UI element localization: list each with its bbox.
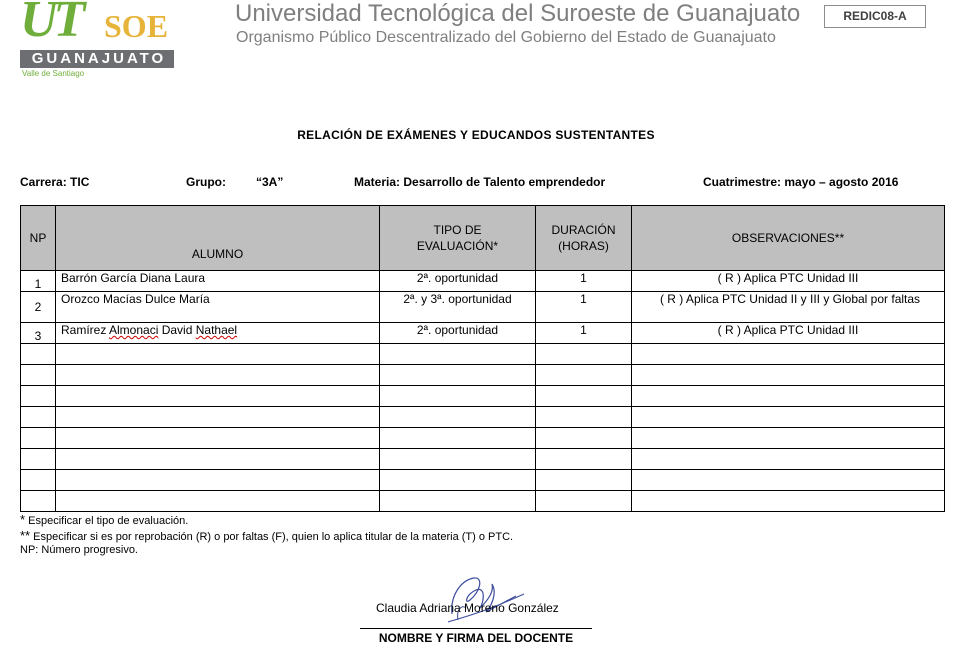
document-title: RELACIÓN DE EXÁMENES Y EDUCANDOS SUSTENTANTES [297, 128, 655, 142]
empty-row [21, 428, 945, 449]
row-student [56, 323, 380, 344]
logo-ut-text: UT [20, 0, 82, 48]
empty-row [21, 449, 945, 470]
logo-state-text: GUANAJUATO [31, 50, 167, 67]
footnote-observations [20, 528, 513, 543]
row-np: 2 [21, 292, 56, 323]
row-student: Orozco Macías Dulce María [56, 292, 380, 323]
term-field: Cuatrimestre: mayo – agosto 2016 [703, 175, 899, 189]
header-type-line2: EVALUACIÓN* [416, 239, 499, 253]
header-np: NP [21, 206, 56, 271]
footnote-mark: ** [20, 528, 31, 543]
footnote-evaluation-type [20, 512, 188, 527]
examinees-table [20, 205, 945, 512]
empty-row [21, 344, 945, 365]
footnote-text: Especificar si es por reprobación (R) o por faltas (F), quien lo aplica titular de la materia (T) o PTC. [30, 531, 514, 543]
university-name: Universidad Tecnológica del Suroeste de Guanajuato [235, 0, 801, 27]
footnote-mark: * [20, 512, 26, 527]
table-row [21, 323, 945, 344]
empty-row [21, 470, 945, 491]
table-header-row [21, 206, 945, 271]
footnote-np: NP: Número progresivo. [20, 544, 138, 556]
row-duration: 1 [536, 323, 632, 344]
row-type: 2ª. oportunidad [380, 323, 536, 344]
empty-row [21, 386, 945, 407]
row-type: 2ª. oportunidad [380, 271, 536, 292]
row-duration: 1 [536, 271, 632, 292]
subject-field: Materia: Desarrollo de Talento emprendedor [354, 175, 606, 189]
table-row [21, 271, 945, 292]
logo-place-text: Valle de Santiago [22, 69, 85, 78]
header-observations: OBSERVACIONES** [632, 206, 945, 271]
header-duration-line2: (HORAS) [558, 239, 609, 253]
row-student: Barrón García Diana Laura [56, 271, 380, 292]
footnote-text: Especificar el tipo de evaluación. [25, 515, 189, 527]
document-code: REDIC08-A [824, 5, 926, 28]
student-name-part: Nathael [195, 323, 238, 337]
signature-label: NOMBRE Y FIRMA DEL DOCENTE [378, 631, 574, 645]
empty-row [21, 365, 945, 386]
header-duration [536, 206, 632, 271]
row-observations: ( R ) Aplica PTC Unidad III [632, 271, 945, 292]
row-np: 1 [21, 271, 56, 292]
empty-row [21, 407, 945, 428]
header-duration-line1: DURACIÓN [551, 223, 616, 237]
logo-soe-text: SOE [104, 8, 169, 44]
row-type: 2ª. y 3ª. oportunidad [380, 292, 536, 323]
group-value: “3A” [256, 175, 284, 189]
row-observations: ( R ) Aplica PTC Unidad III [632, 323, 945, 344]
student-name-part: Ramírez [61, 323, 110, 337]
student-name-part: David [158, 323, 196, 337]
career-field: Carrera: TIC [20, 175, 90, 189]
header-type-line1: TIPO DE [433, 223, 482, 237]
header-evaluation-type [380, 206, 536, 271]
row-observations: ( R ) Aplica PTC Unidad II y III y Global por faltas [632, 292, 945, 323]
group-label: Grupo: [186, 175, 226, 189]
student-name-part: Almonaci [109, 323, 159, 337]
organism-name: Organismo Público Descentralizado del Gobierno del Estado de Guanajuato [236, 29, 776, 46]
table-row [21, 292, 945, 323]
teacher-name: Claudia Adriana Moreno González [376, 601, 559, 615]
row-np: 3 [21, 323, 56, 344]
header-student: ALUMNO [56, 206, 380, 271]
signature-line [360, 628, 592, 629]
row-duration: 1 [536, 292, 632, 323]
institution-logo [20, 0, 180, 80]
empty-row [21, 491, 945, 512]
